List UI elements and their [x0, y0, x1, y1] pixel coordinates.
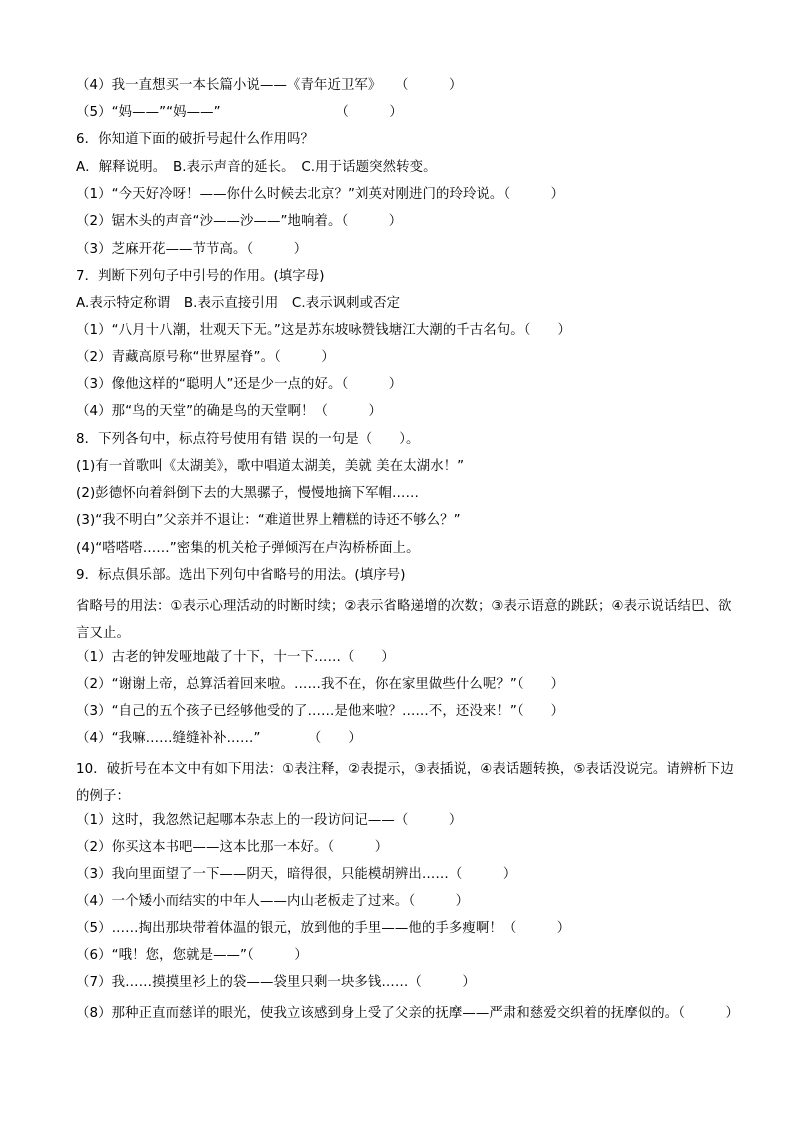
q9-heading: 9．标点俱乐部。选出下列句中省略号的用法。(填序号) — [76, 568, 406, 583]
q9-item-1: （1）古老的钟发哑地敲了十下，十一下……（ ） — [76, 650, 395, 665]
q10-item-1: （1）这时，我忽然记起哪本杂志上的一段访问记——（ ） — [76, 813, 463, 828]
q10-item-7: （7）我……摸摸里衫上的袋——袋里只剩一块多钱……（ ） — [76, 975, 476, 990]
q7-options: A.表示特定称谓 B.表示直接引用 C.表示讽刺或否定 — [76, 296, 401, 311]
q7-item-2: （2）青藏高原号称“世界屋脊”。（ ） — [76, 350, 335, 365]
q7-item-4: （4）那“鸟的天堂”的确是鸟的天堂啊！（ ） — [76, 404, 382, 419]
q9-item-2: （2）“谢谢上帝，总算活着回来啦。……我不在，你在家里做些什么呢？”（ ） — [76, 677, 565, 692]
q6-item-2: （2）锯木头的声音“沙——沙——”地响着。（ ） — [76, 214, 403, 229]
q8-heading: 8．下列各句中，标点符号使用有错 误的一句是（ ）。 — [76, 432, 420, 447]
q8-option-4: (4)“嗒嗒嗒……”密集的机关枪子弹倾泻在卢沟桥桥面上。 — [76, 541, 420, 556]
q10-item-8: （8）那种正直而慈详的眼光，使我立该感到身上受了父亲的抚摩——严肃和慈爱交织着的抚摩似的。（ ） — [76, 1006, 739, 1021]
q6-item-3: （3）芝麻开花——节节高。（ ） — [76, 242, 308, 257]
q10-item-6: （6）“哦！您，您就是——”（ ） — [76, 948, 308, 963]
q8-option-2: (2)彭德怀向着斜倒下去的大黑骡子，慢慢地摘下军帽…… — [76, 486, 420, 501]
q7-item-3: （3）像他这样的“聪明人”还是少一点的好。（ ） — [76, 377, 403, 392]
q10-item-3: （3）我向里面望了一下——阴天，暗得很，只能模胡辨出……（ ） — [76, 867, 517, 882]
q5-item-4: （4）我一直想买一本长篇小说——《青年近卫军》 （ ） — [76, 78, 463, 93]
q10-item-4: （4）一个矮小而结实的中年人——内山老板走了过来。（ ） — [76, 894, 470, 909]
q10-item-2: （2）你买这本书吧——这本比那一本好。（ ） — [76, 840, 389, 855]
q10-item-5: （5）……掏出那块带着体温的银元，放到他的手里——他的手多瘦啊！（ ） — [76, 921, 571, 936]
q10-heading: 10．破折号在本文中有如下用法：①表注释，②表提示，③表插说，④表话题转换，⑤表话没说完。请辨析下边的例子： — [76, 762, 734, 804]
q9-item-4: （4）“我嘛……缝缝补补……” （ ） — [76, 731, 362, 746]
q9-item-3: （3）“自己的五个孩子已经够他受的了……是他来啦？……不，还没来！”（ ） — [76, 704, 565, 719]
q6-options: A．解释说明。 B.表示声音的延长。 C.用于话题突然转变。 — [76, 160, 437, 175]
q5-item-5: （5）“妈——”“妈——” （ ） — [76, 105, 403, 120]
q6-item-1: （1）“今天好冷呀！——你什么时候去北京？”刘英对刚进门的玲玲说。（ ） — [76, 187, 565, 202]
q8-option-3: (3)“我不明白”父亲并不退让：“难道世界上糟糕的诗还不够么？” — [76, 513, 461, 528]
q7-heading: 7．判断下列句子中引号的作用。(填字母) — [76, 269, 325, 284]
q9-usage-list: 省略号的用法：①表示心理活动的时断时续；②表示省略递增的次数；③表示语意的跳跃；④表示说话结巴、欲言又止。 — [76, 599, 732, 641]
q7-item-1: （1）“八月十八潮，壮观天下无。”这是苏东坡咏赞钱塘江大潮的千古名句。（ ） — [76, 323, 571, 338]
q6-heading: 6．你知道下面的破折号起什么作用吗？ — [76, 132, 314, 147]
q8-option-1: (1)有一首歌叫《太湖美》，歌中唱道太湖美，美就 美在太湖水！” — [76, 459, 465, 474]
